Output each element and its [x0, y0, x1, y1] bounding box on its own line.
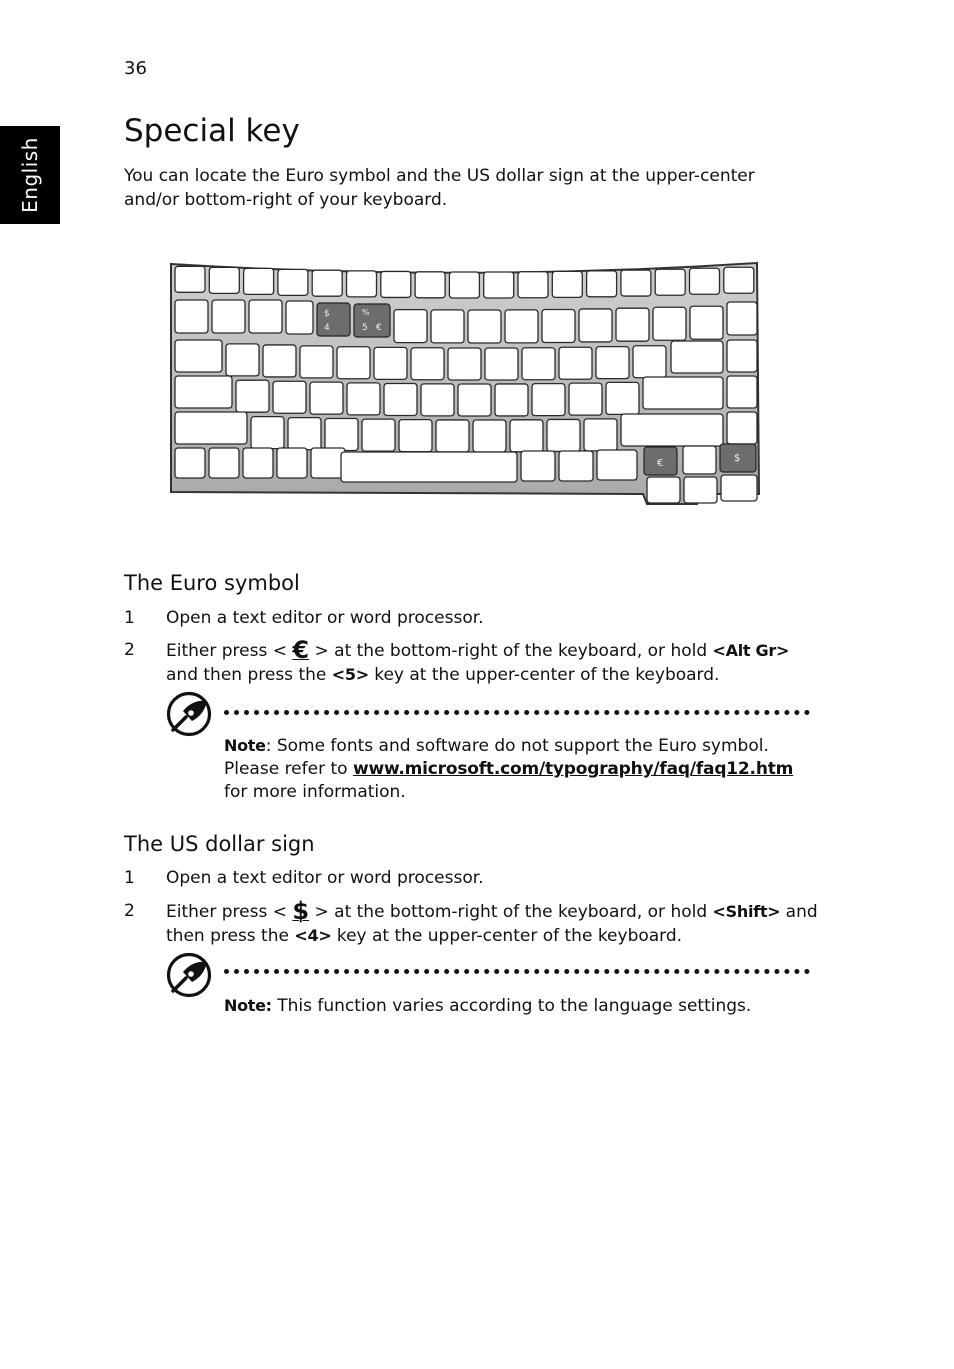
keycap: [484, 272, 514, 298]
keycap: [263, 345, 296, 377]
keycap: [226, 344, 259, 376]
keycap: [175, 448, 205, 478]
keycap: [341, 452, 517, 482]
keycap: [273, 381, 306, 413]
keycap: [542, 310, 575, 343]
step-text: Either press < € > at the bottom-right of the keyboard, or hold <Alt Gr> and then press the <5> key at the upper-center of the keyboard.: [166, 636, 790, 685]
keycap: [518, 272, 548, 298]
keycap: [621, 270, 651, 296]
intro-paragraph: You can locate the Euro symbol and the US dollar sign at the upper-center and/or bottom-right of your keyboard.: [124, 166, 755, 210]
keycap: [547, 419, 580, 451]
keycap: [727, 302, 757, 335]
svg-text:€: €: [657, 458, 664, 469]
step-text: Open a text editor or word processor.: [166, 608, 484, 628]
keycap: [552, 271, 582, 297]
keycap: [209, 267, 239, 293]
keycap: [347, 271, 377, 297]
note-dotted-divider: [224, 710, 810, 715]
keycap: [209, 448, 239, 478]
step-number: 1: [124, 868, 135, 888]
note-dotted-divider: [224, 969, 810, 974]
svg-text:4: 4: [324, 323, 330, 333]
step-number: 2: [124, 640, 135, 660]
keycap: [633, 346, 666, 378]
alt-gr-key-label: <Alt Gr>: [712, 641, 790, 660]
note-label: Note:: [224, 996, 272, 1015]
language-side-tab: [0, 126, 60, 224]
keycap: [175, 412, 247, 444]
keycap: [559, 451, 593, 481]
keycap: [671, 341, 723, 373]
keycap: [485, 348, 518, 380]
keycap: [394, 310, 427, 343]
keycap: [727, 376, 757, 408]
keycap: [522, 348, 555, 380]
keycap: [510, 420, 543, 452]
step-text: Open a text editor or word processor.: [166, 868, 484, 888]
keycap: [521, 451, 555, 481]
key-4-dollar: [317, 303, 350, 336]
keycap: [311, 448, 345, 478]
keycap: [684, 477, 717, 503]
keycap: [374, 347, 407, 379]
keycap: [596, 347, 629, 379]
keycap: [721, 475, 757, 501]
keycap: [448, 348, 481, 380]
keycap: [175, 376, 232, 408]
keycap: [312, 270, 342, 296]
page-number: 36: [124, 58, 147, 79]
keycap: [621, 414, 723, 446]
keycap: [690, 268, 720, 294]
key-5-label: <5>: [331, 665, 369, 684]
keycap: [415, 272, 445, 298]
microsoft-typography-link[interactable]: www.microsoft.com/typography/faq/faq12.htm: [352, 759, 794, 779]
key-5-euro: [354, 304, 390, 337]
keyboard-illustration: [165, 258, 763, 510]
keycap: [690, 306, 723, 339]
note-pen-icon: [165, 951, 213, 999]
svg-text:$: $: [324, 309, 330, 319]
keycap: [286, 301, 313, 334]
dollar-note: Note: This function varies according to the language settings.: [224, 996, 752, 1016]
keycap: [244, 268, 274, 294]
euro-key: [644, 447, 677, 475]
note-pen-icon: [165, 690, 213, 738]
step-text: Either press < $ > at the bottom-right of the keyboard, or hold <Shift> and then press the <4> key at the upper-center of the keyboard.: [166, 897, 818, 946]
keycap: [597, 450, 637, 480]
keycap: [175, 266, 205, 292]
keycap: [643, 377, 723, 409]
key-4-label: <4>: [294, 926, 332, 945]
note-label: Note: [224, 736, 266, 755]
keycap: [347, 383, 380, 415]
keycap: [175, 300, 208, 333]
keycap: [458, 384, 491, 416]
keycap: [243, 448, 273, 478]
dollar-section-heading: The US dollar sign: [124, 832, 315, 856]
keycap: [727, 412, 757, 444]
keycap: [606, 382, 639, 414]
keycap: [421, 384, 454, 416]
shift-key-label: <Shift>: [712, 902, 781, 921]
keycap: [584, 419, 617, 451]
keycap: [288, 418, 321, 450]
keycap: [277, 448, 307, 478]
step-number: 1: [124, 608, 135, 628]
euro-key-icon: €: [292, 636, 310, 664]
keycap: [362, 419, 395, 451]
keycap: [236, 380, 269, 412]
keycap: [399, 420, 432, 452]
keycap: [532, 384, 565, 416]
keycap: [653, 307, 686, 340]
keycap: [468, 310, 501, 343]
keycap: [579, 309, 612, 342]
svg-text:%: %: [362, 308, 370, 317]
keycap: [727, 340, 757, 372]
svg-text:€: €: [376, 323, 382, 333]
euro-section-heading: The Euro symbol: [124, 571, 300, 595]
side-tab-label: English: [18, 137, 42, 213]
step-number: 2: [124, 901, 135, 921]
keycap: [505, 310, 538, 343]
keycap: [325, 418, 358, 450]
keycap: [587, 271, 617, 297]
keycap: [436, 420, 469, 452]
keycap: [300, 346, 333, 378]
svg-text:5: 5: [362, 323, 368, 333]
keycap: [559, 347, 592, 379]
svg-text:$: $: [734, 453, 741, 464]
dollar-key: [720, 444, 756, 472]
keycap: [337, 347, 370, 379]
keycap: [449, 272, 479, 298]
keycap: [278, 269, 308, 295]
keycap: [175, 340, 222, 372]
keycap: [616, 308, 649, 341]
keycap: [431, 310, 464, 343]
keycap: [647, 477, 680, 503]
dollar-key-icon: $: [292, 897, 310, 925]
keycap: [411, 348, 444, 380]
keycap: [381, 271, 411, 297]
keycap: [249, 300, 282, 333]
keycap: [384, 383, 417, 415]
keycap: [251, 417, 284, 449]
keycap: [655, 269, 685, 295]
keycap: [569, 383, 602, 415]
keycap: [212, 300, 245, 333]
keycap: [495, 384, 528, 416]
keycap: [473, 420, 506, 452]
keycap: [683, 446, 716, 474]
keycap: [310, 382, 343, 414]
keycap: [724, 267, 754, 293]
euro-note: Note: Some fonts and software do not support the Euro symbol. Please refer to www.microsoft.com/typography/faq/faq12.htm for more information.: [224, 736, 794, 802]
page-title: Special key: [124, 113, 300, 149]
